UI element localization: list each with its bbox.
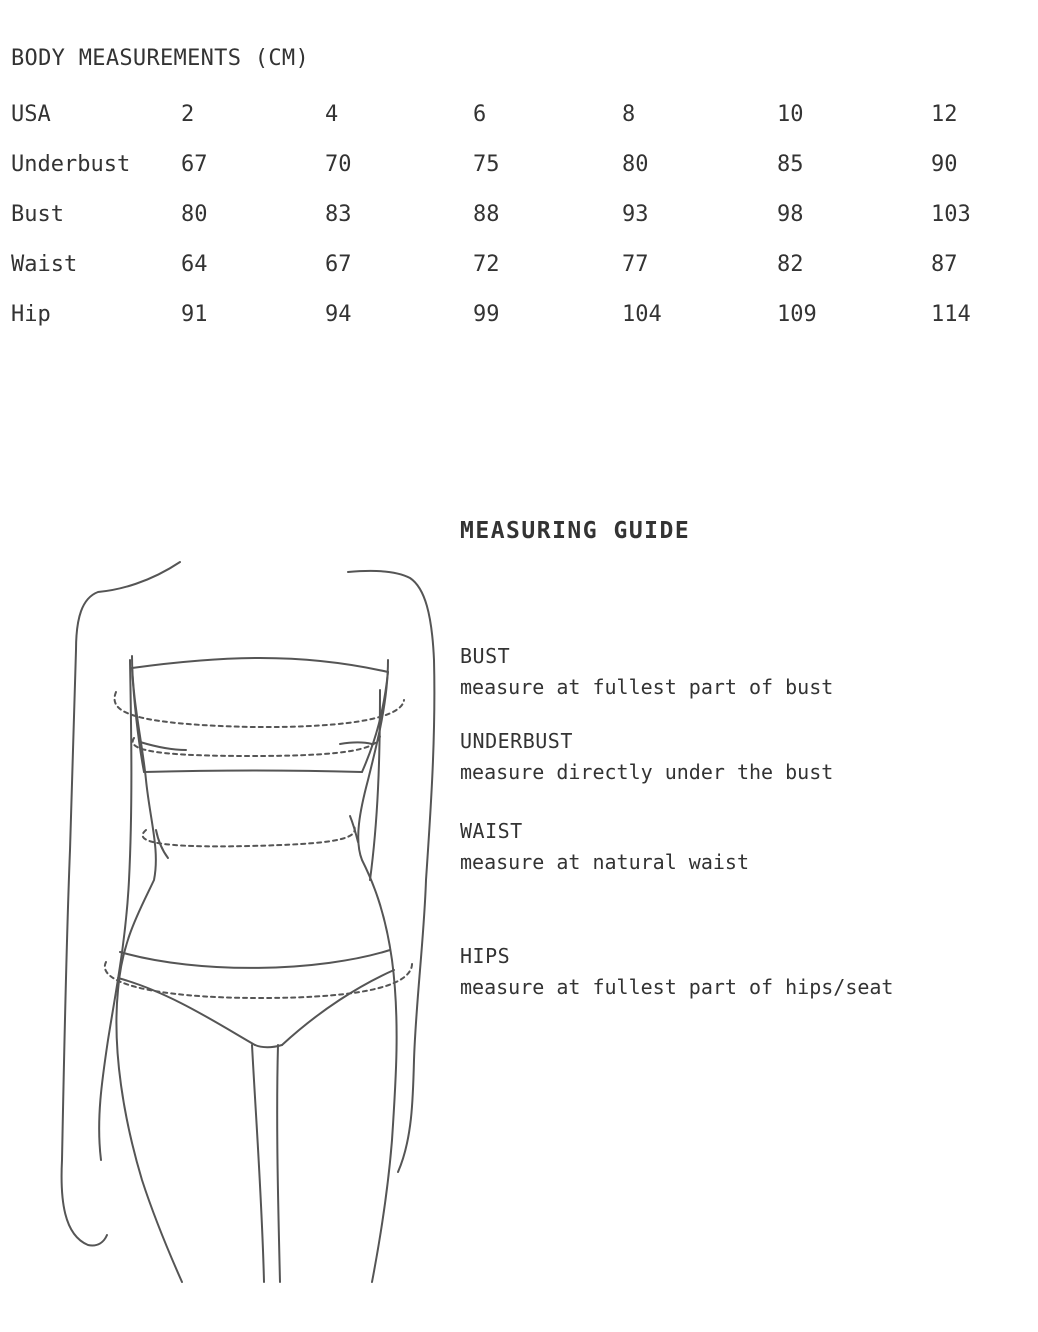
top-lower-edge bbox=[144, 771, 362, 773]
bottom-right-edge bbox=[282, 970, 394, 1045]
table-row bbox=[11, 189, 1011, 239]
bottom-gusset bbox=[255, 1045, 282, 1047]
guide-item-bust bbox=[460, 641, 833, 703]
guide-desc: measure at natural waist bbox=[460, 850, 749, 874]
underbust-measure-line bbox=[133, 734, 380, 756]
top-upper-edge bbox=[132, 658, 388, 672]
header-cell: USA bbox=[11, 101, 51, 127]
guide-item-waist bbox=[460, 816, 749, 878]
bottom-top-edge bbox=[120, 950, 390, 968]
table-cell: 91 bbox=[181, 301, 208, 327]
left-arm-inner bbox=[99, 660, 131, 1160]
table-cell: 87 bbox=[931, 251, 958, 277]
table-row bbox=[11, 139, 1011, 189]
table-header-row bbox=[11, 89, 1011, 139]
table-cell: 67 bbox=[325, 251, 352, 277]
waist-measure-line bbox=[143, 826, 355, 846]
header-cell: 10 bbox=[777, 101, 804, 127]
table-cell: 80 bbox=[622, 151, 649, 177]
table-cell: 90 bbox=[931, 151, 958, 177]
row-label: Hip bbox=[11, 301, 51, 327]
table-cell: 103 bbox=[931, 201, 971, 227]
right-arm-outline bbox=[348, 571, 434, 1172]
bottom-left-edge bbox=[118, 978, 255, 1045]
table-cell: 85 bbox=[777, 151, 804, 177]
table-cell: 99 bbox=[473, 301, 500, 327]
cup-line-left bbox=[140, 742, 186, 750]
table-cell: 75 bbox=[473, 151, 500, 177]
guide-label: BUST bbox=[460, 644, 511, 668]
size-table bbox=[11, 89, 1011, 339]
guide-item-hips bbox=[460, 941, 893, 1003]
table-cell: 114 bbox=[931, 301, 971, 327]
table-cell: 88 bbox=[473, 201, 500, 227]
guide-title: MEASURING GUIDE bbox=[460, 518, 691, 544]
inner-thigh-left bbox=[252, 1045, 264, 1282]
row-label: Bust bbox=[11, 201, 64, 227]
table-cell: 109 bbox=[777, 301, 817, 327]
bust-measure-line bbox=[115, 692, 404, 727]
guide-desc: measure at fullest part of bust bbox=[460, 675, 834, 699]
body-outline-illustration bbox=[0, 540, 450, 1300]
table-cell: 80 bbox=[181, 201, 208, 227]
table-cell: 70 bbox=[325, 151, 352, 177]
table-cell: 72 bbox=[473, 251, 500, 277]
guide-desc: measure directly under the bust bbox=[460, 760, 834, 784]
table-row bbox=[11, 239, 1011, 289]
table-cell: 98 bbox=[777, 201, 804, 227]
table-row bbox=[11, 289, 1011, 339]
table-cell: 82 bbox=[777, 251, 804, 277]
table-cell: 64 bbox=[181, 251, 208, 277]
table-cell: 93 bbox=[622, 201, 649, 227]
table-cell: 77 bbox=[622, 251, 649, 277]
row-label: Underbust bbox=[11, 151, 131, 177]
guide-item-underbust bbox=[460, 726, 833, 788]
guide-desc: measure at fullest part of hips/seat bbox=[460, 975, 894, 999]
guide-label: HIPS bbox=[460, 944, 511, 968]
guide-label: UNDERBUST bbox=[460, 729, 573, 753]
top-side-right bbox=[362, 672, 388, 772]
table-cell: 67 bbox=[181, 151, 208, 177]
header-cell: 12 bbox=[931, 101, 958, 127]
table-title: BODY MEASUREMENTS (CM) bbox=[11, 46, 309, 71]
measure-lines bbox=[105, 692, 412, 998]
table-cell: 83 bbox=[325, 201, 352, 227]
header-cell: 2 bbox=[181, 101, 195, 127]
cup-line-right bbox=[340, 743, 372, 745]
header-cell: 4 bbox=[325, 101, 339, 127]
guide-label: WAIST bbox=[460, 819, 523, 843]
inner-thigh-right bbox=[277, 1045, 280, 1282]
row-label: Waist bbox=[11, 251, 78, 277]
table-cell: 94 bbox=[325, 301, 352, 327]
header-cell: 6 bbox=[473, 101, 487, 127]
header-cell: 8 bbox=[622, 101, 636, 127]
table-cell: 104 bbox=[622, 301, 662, 327]
